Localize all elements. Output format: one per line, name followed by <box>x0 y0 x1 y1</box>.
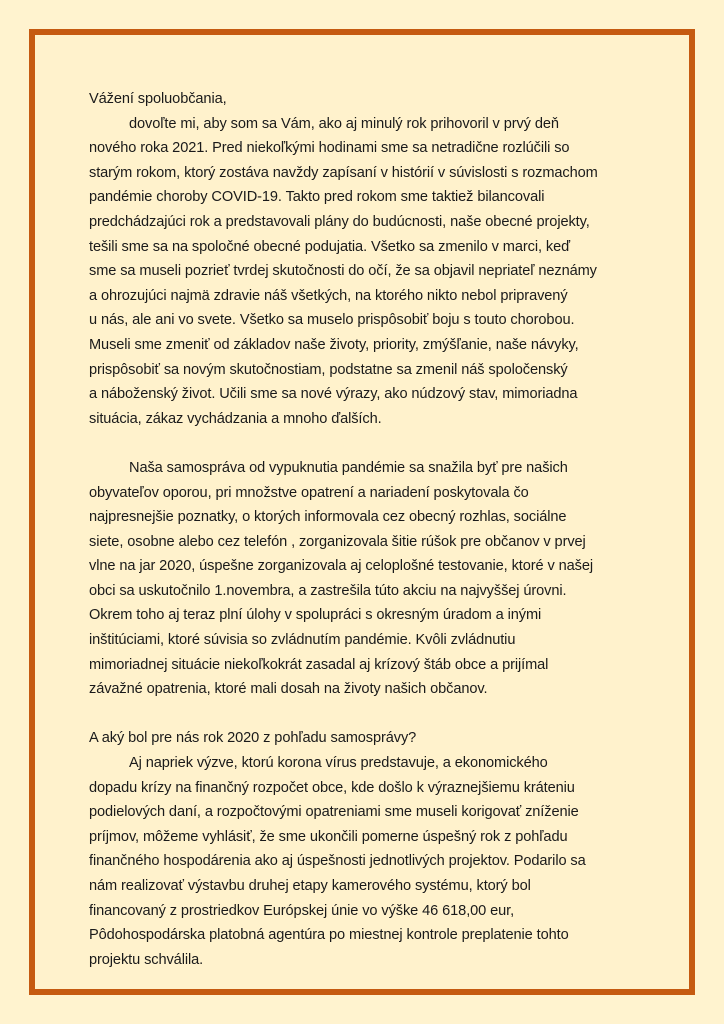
paragraph-line: obci sa uskutočnilo 1.novembra, a zastrešila túto akciu na najvyššej úrovni. <box>89 582 567 599</box>
paragraph-line: obyvateľov oporou, pri množstve opatrení a nariadení poskytovala čo <box>89 484 529 501</box>
paragraph-line: dovoľte mi, aby som sa Vám, ako aj minulý rok prihovoril v prvý deň <box>129 115 559 132</box>
paragraph-line: vlne na jar 2020, úspešne zorganizovala aj celoplošné testovanie, ktoré v našej <box>89 558 594 575</box>
paragraph-spacer <box>89 702 649 727</box>
paragraph-line: finančného hospodárenia ako aj úspešnosti jednotlivých projektov. Podarilo sa <box>89 853 586 870</box>
greeting: Vážení spoluobčania, <box>89 91 227 107</box>
paragraph-line: najpresnejšie poznatky, o ktorých informovala cez obecný rozhlas, sociálne <box>89 509 567 526</box>
section-question: A aký bol pre nás rok 2020 z pohľadu samosprávy? <box>89 730 417 747</box>
paragraph-line: prispôsobiť sa novým skutočnostiam, podstatne sa zmenil náš spoločenský <box>89 361 568 378</box>
paragraph-line: siete, osobne alebo cez telefón , zorganizovala šitie rúšok pre občanov v prvej <box>89 533 586 550</box>
paragraph-line: Aj napriek výzve, ktorú korona vírus predstavuje, a ekonomického <box>129 755 548 772</box>
paragraph-line: nového roka 2021. Pred niekoľkými hodinami sme sa netradične rozlúčili so <box>89 140 570 157</box>
paragraph-line: závažné opatrenia, ktoré mali dosah na životy našich občanov. <box>89 681 488 698</box>
paragraph-line: financovaný z prostriedkov Európskej únie vo výške 46 618,00 eur, <box>89 902 515 919</box>
paragraph-line: pandémie choroby COVID-19. Takto pred rokom sme taktiež bilancovali <box>89 189 545 206</box>
paragraph-spacer <box>89 431 649 456</box>
paragraph-line: a ohrozujúci najmä zdravie náš všetkých, na ktorého nikto nebol pripravený <box>89 287 568 304</box>
paragraph-line: Museli sme zmeniť od základov naše životy, priority, zmýšľanie, naše návyky, <box>89 336 579 353</box>
paragraph-line: Naša samospráva od vypuknutia pandémie sa snažila byť pre našich <box>129 459 568 476</box>
paragraph-line: sme sa museli pozrieť tvrdej skutočnosti do očí, že sa objavil nepriateľ neznámy <box>89 263 597 280</box>
paragraph-line: projektu schválila. <box>89 951 204 968</box>
paragraph-line: Pôdohospodárska platobná agentúra po miestnej kontrole preplatenie tohto <box>89 927 569 944</box>
paragraph-line: mimoriadnej situácie niekoľkokrát zasadal aj krízový štáb obce a prijímal <box>89 656 549 673</box>
paragraph-line: a náboženský život. Učili sme sa nové výrazy, ako núdzový stav, mimoriadna <box>89 386 578 403</box>
paragraph-line: dopadu krízy na finančný rozpočet obce, kde došlo k výraznejšiemu kráteniu <box>89 779 575 796</box>
paragraph-line: situácia, zákaz vychádzania a mnoho ďalších. <box>89 410 382 427</box>
paragraph-line: inštitúciami, ktoré súvisia so zvládnutím pandémie. Kvôli zvládnutiu <box>89 632 516 649</box>
paragraph-line: podielových daní, a rozpočtovými opatreniami sme museli korigovať zníženie <box>89 804 579 821</box>
paragraph-line: Okrem toho aj teraz plní úlohy v spolupráci s okresným úradom a inými <box>89 607 542 624</box>
paragraph-line: príjmov, môžeme vyhlásiť, že sme ukončili pomerne úspešný rok z pohľadu <box>89 828 568 845</box>
paragraph-line: u nás, ale ani vo svete. Všetko sa muselo prispôsobiť boju s touto chorobou. <box>89 312 575 329</box>
paragraph-line: predchádzajúci rok a predstavovali plány do budúcnosti, naše obecné projekty, <box>89 213 590 230</box>
paragraph-3 <box>89 751 649 972</box>
letter-body <box>89 87 649 972</box>
paragraph-line: tešili sme sa na spoločné obecné podujatia. Všetko sa zmenilo v marci, keď <box>89 238 570 255</box>
paragraph-line: starým rokom, ktorý zostáva navždy zapísaní v histórií v súvislosti s rozmachom <box>89 164 598 181</box>
paragraph-2 <box>89 456 649 702</box>
paragraph-1 <box>89 112 649 432</box>
paragraph-line: nám realizovať výstavbu druhej etapy kamerového systému, ktorý bol <box>89 878 531 894</box>
